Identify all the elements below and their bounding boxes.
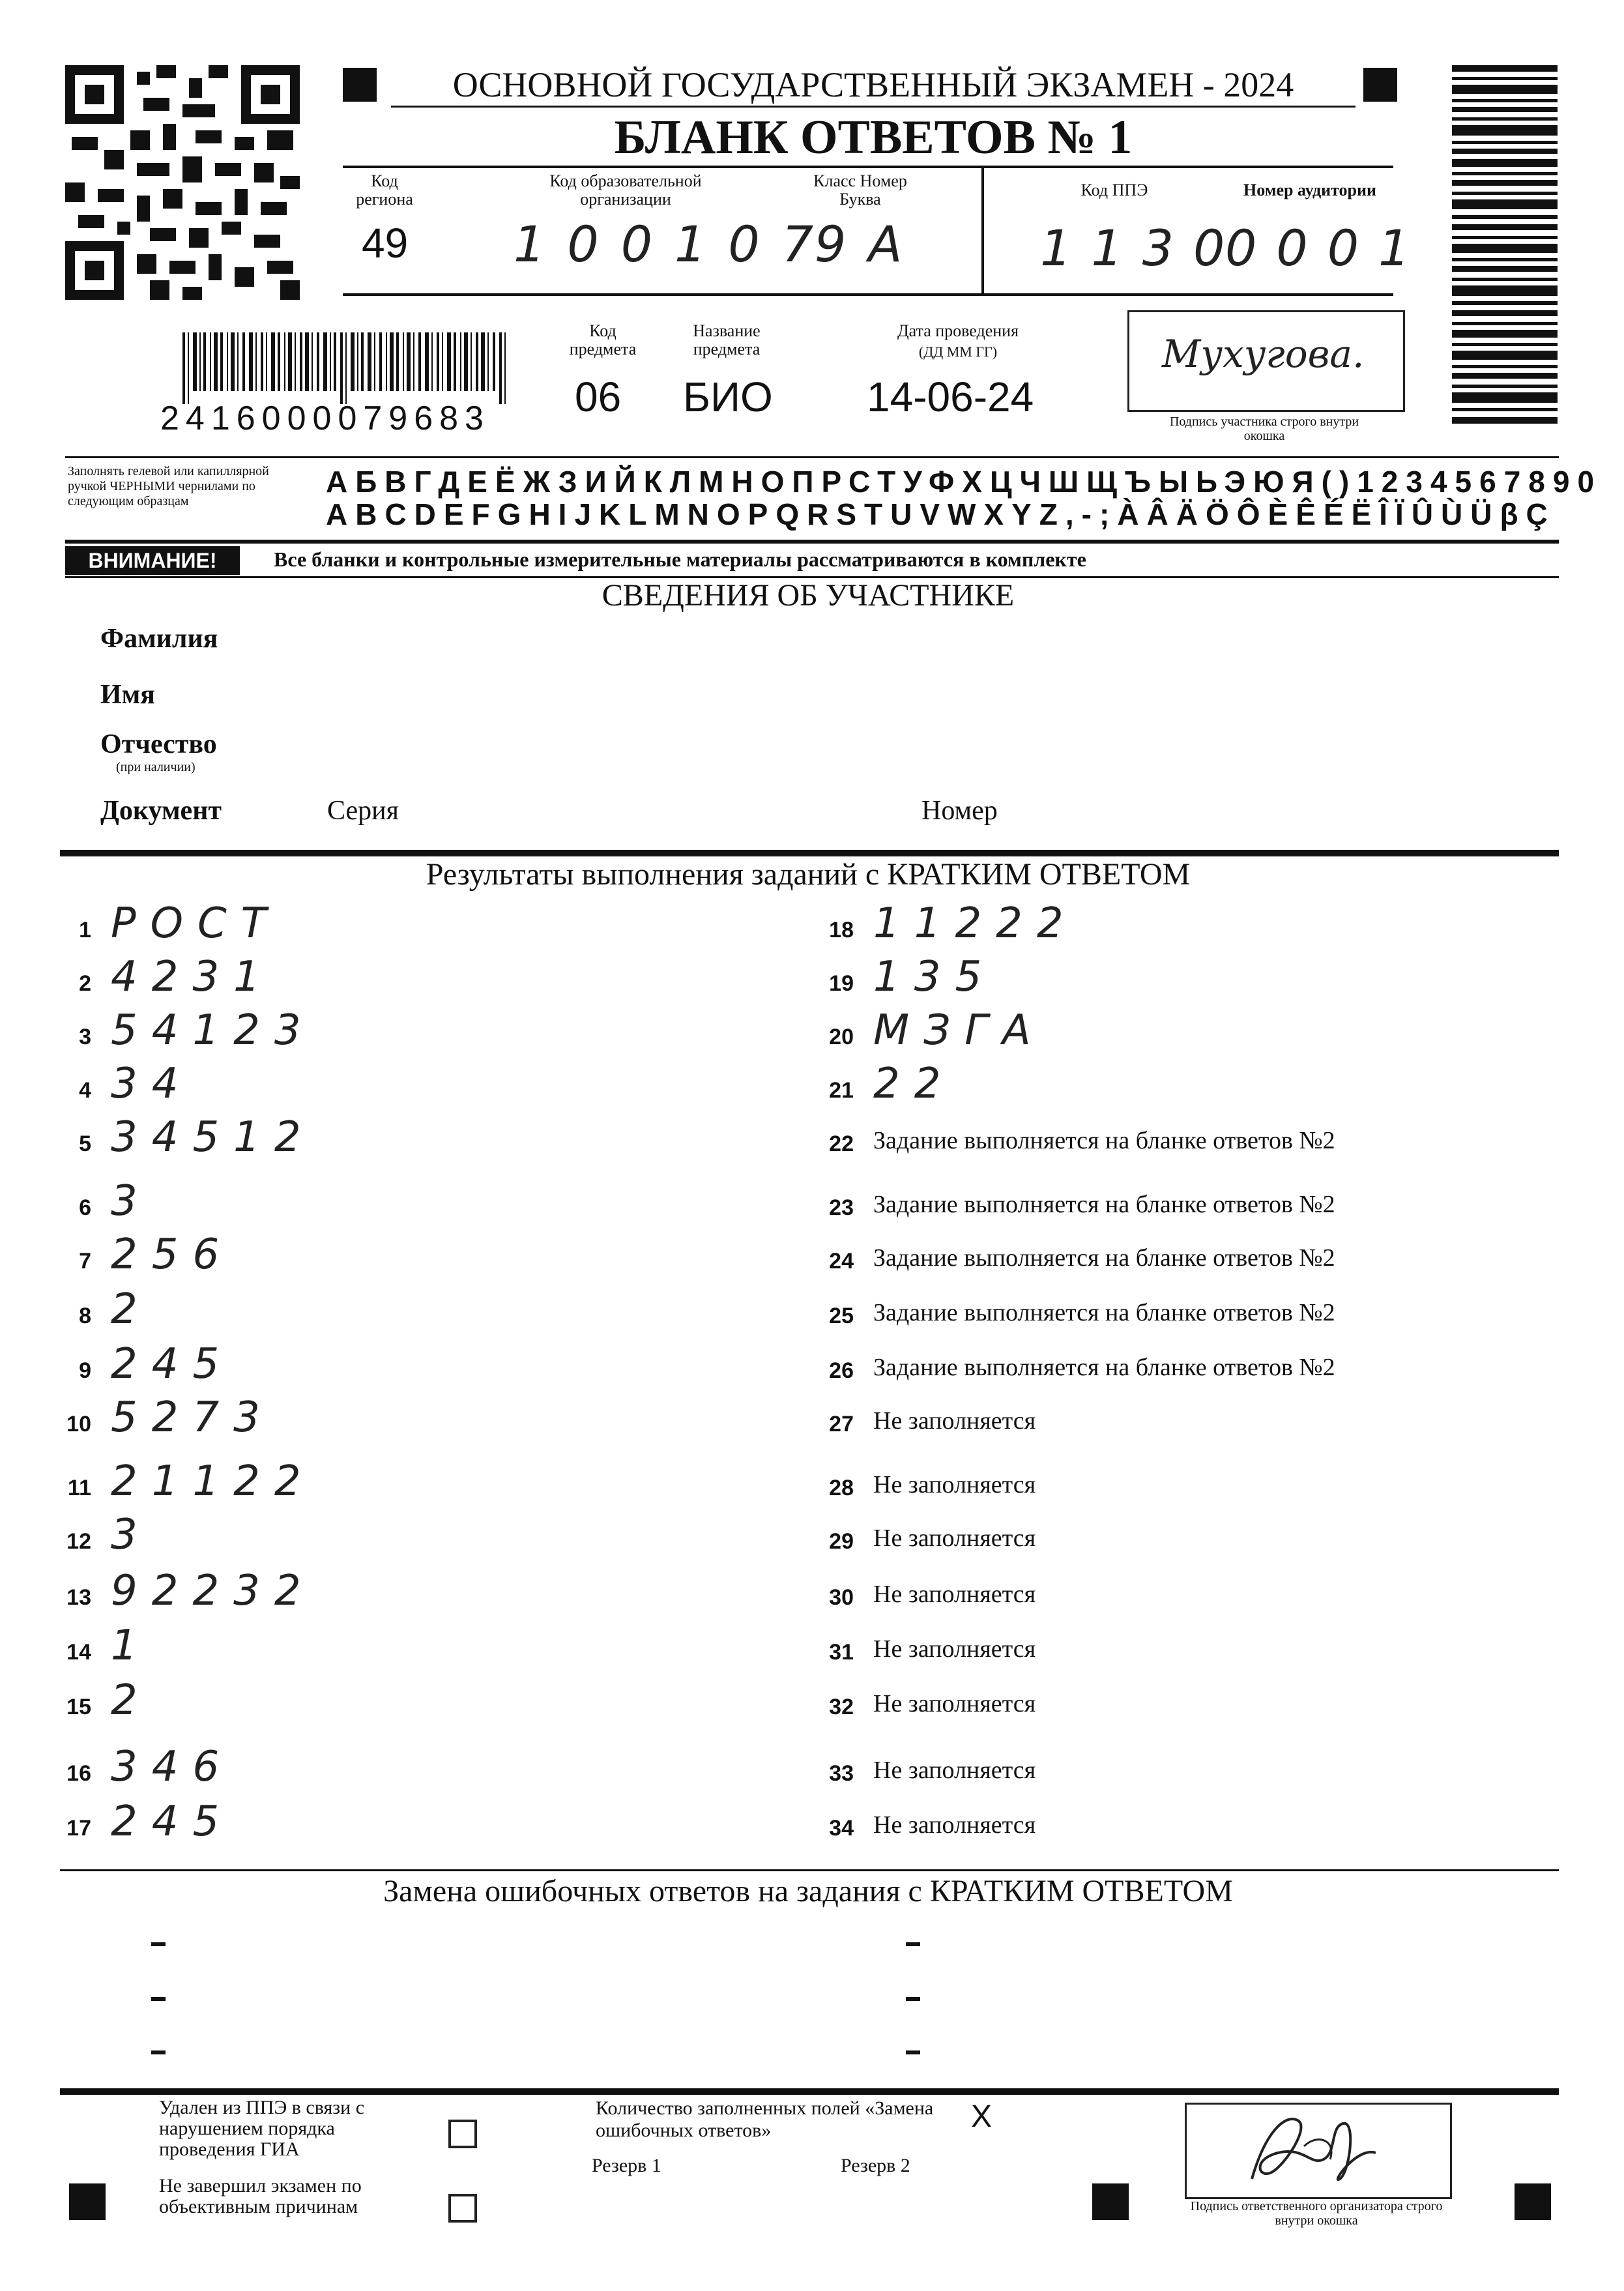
answer-text: Не заполняется (873, 1757, 1036, 1784)
replacement-dash (151, 1997, 166, 2001)
question-number: 29 (829, 1529, 854, 1554)
answer-value: 5273 (111, 1394, 274, 1442)
question-number: 12 (66, 1529, 91, 1554)
organizer-signature (1226, 2107, 1402, 2192)
question-number: 3 (79, 1025, 91, 1049)
exam-title: ОСНОВНОЙ ГОСУДАРСТВЕННЫЙ ЭКЗАМЕН - 2024 (391, 64, 1356, 108)
answer-value: 92232 (111, 1567, 315, 1615)
answer-value: 4231 (111, 953, 274, 1001)
question-number: 28 (829, 1476, 854, 1500)
question-number: 9 (79, 1358, 91, 1383)
question-number: 16 (66, 1761, 91, 1786)
name-label: Имя (100, 680, 155, 710)
question-number: 19 (829, 971, 854, 996)
not-finished-label: Не завершил экзамен по объективным причинам (159, 2175, 362, 2217)
answers-section-title: Результаты выполнения заданий с КРАТКИМ ОТВЕТОМ (426, 857, 1191, 892)
question-number: 25 (829, 1304, 854, 1328)
answer-value: 3 (111, 1177, 152, 1225)
patronymic-label: Отчество (100, 729, 217, 759)
patronymic-note: (при наличии) (116, 760, 196, 774)
answer-value: 22 (873, 1060, 955, 1108)
subject-name-value: БИО (683, 373, 773, 420)
question-number: 1 (79, 918, 91, 942)
replacement-count-label: Количество заполненных полей «Замена ошибочных ответов» (596, 2097, 934, 2141)
answer-text: Не заполняется (873, 1690, 1036, 1717)
separator-footer (60, 2088, 1559, 2095)
replacement-count-value: X (971, 2099, 993, 2134)
question-number: 27 (829, 1412, 854, 1437)
class-label: Класс Номер Буква (813, 171, 907, 209)
replacement-dash (151, 1942, 166, 1946)
question-number: 30 (829, 1585, 854, 1610)
participant-signature: Мухугова. (1162, 332, 1365, 376)
answer-value: 245 (111, 1798, 234, 1846)
sample-instruction: Заполнять гелевой или капиллярной ручкой ЧЕРНЫМИ чернилами по следующим образцам (68, 464, 269, 508)
org-label: Код образовательной организации (549, 171, 702, 209)
question-number: 8 (79, 1304, 91, 1328)
answer-value: 34512 (111, 1113, 315, 1161)
replacement-dash (906, 1942, 920, 1946)
answer-value: 3 (111, 1511, 152, 1559)
answer-text: Не заполняется (873, 1581, 1036, 1608)
answer-value: 1 (111, 1622, 152, 1670)
answer-text: Не заполняется (873, 1471, 1036, 1498)
date-format: (ДД ММ ГГ) (918, 343, 998, 360)
number-label: Номер (921, 796, 998, 826)
answer-text: Задание выполняется на бланке ответов №2 (873, 1299, 1335, 1326)
question-number: 18 (829, 918, 854, 942)
replacement-dash (151, 2050, 166, 2054)
question-number: 2 (79, 971, 91, 996)
separator-replacement-top (60, 1869, 1559, 1871)
sample-row-cyrillic: АБВГДЕЁЖЗИЙКЛМНОПРСТУФХЦЧШЩЪЫЬЭЮЯ()1234567890 (326, 465, 1602, 499)
answer-text: Не заполняется (873, 1525, 1036, 1552)
region-value: 49 (362, 220, 409, 267)
answer-text: Задание выполняется на бланке ответов №2 (873, 1127, 1335, 1154)
document-label: Документ (100, 796, 222, 826)
registration-mark-bottom-center (1092, 2183, 1129, 2220)
question-number: 20 (829, 1025, 854, 1049)
room-value: 0001 (1225, 219, 1430, 277)
main-barcode (180, 332, 532, 404)
separator-attention-top (65, 540, 1559, 544)
answer-value: 245 (111, 1340, 234, 1388)
registration-mark-bottom-right (1515, 2183, 1551, 2220)
reserve-2: Резерв 2 (841, 2155, 910, 2176)
question-number: 24 (829, 1249, 854, 1274)
question-number: 11 (68, 1476, 91, 1500)
question-number: 4 (79, 1078, 91, 1103)
answer-text: Не заполняется (873, 1407, 1036, 1435)
codes-divider (981, 166, 984, 293)
ppe-label: Код ППЭ (1080, 181, 1148, 199)
ppe-value: 1130 (1040, 219, 1245, 277)
surname-label: Фамилия (100, 624, 218, 654)
removed-label: Удален из ППЭ в связи с нарушением порядка проведения ГИА (159, 2097, 365, 2160)
answer-value: РОСТ (111, 899, 281, 948)
answer-value: 21122 (111, 1457, 315, 1506)
org-value: 100107 (514, 215, 836, 273)
question-number: 34 (829, 1816, 854, 1841)
subject-name-label: Название предмета (693, 321, 761, 358)
answer-value: 2 (111, 1285, 152, 1334)
registration-mark-top-left (343, 68, 377, 102)
answer-value: 256 (111, 1231, 234, 1279)
replacement-dash (906, 2050, 920, 2054)
form-title: БЛАНК ОТВЕТОВ № 1 (614, 111, 1133, 164)
participant-section-title: СВЕДЕНИЯ ОБ УЧАСТНИКЕ (602, 578, 1015, 613)
question-number: 22 (829, 1131, 854, 1156)
question-number: 21 (829, 1078, 854, 1103)
date-label: Дата проведения (897, 321, 1019, 340)
attention-text: Все бланки и контрольные измерительные материалы рассматриваются в комплекте (274, 547, 1086, 571)
answer-text: Не заполняется (873, 1811, 1036, 1839)
organizer-signature-hint: Подпись ответственного организатора строго внутри окошка (1190, 2199, 1443, 2228)
question-number: 23 (829, 1195, 854, 1220)
answer-text: Задание выполняется на бланке ответов №2 (873, 1354, 1335, 1381)
answer-value: 54123 (111, 1006, 315, 1055)
replacement-dash (906, 1997, 920, 2001)
attention-badge: ВНИМАНИЕ! (65, 546, 240, 575)
question-number: 31 (829, 1640, 854, 1665)
participant-signature-box[interactable] (1127, 310, 1405, 412)
question-number: 7 (79, 1249, 91, 1274)
question-number: 10 (66, 1412, 91, 1437)
class-value: 9А (815, 215, 925, 273)
answer-value: 135 (873, 953, 996, 1001)
answer-text: Задание выполняется на бланке ответов №2 (873, 1191, 1335, 1218)
replacement-section-title: Замена ошибочных ответов на задания с КРАТКИМ ОТВЕТОМ (383, 1874, 1233, 1908)
barcode-number: 2416000079683 (160, 400, 490, 437)
question-number: 13 (66, 1585, 91, 1610)
answer-value: 11222 (873, 899, 1078, 948)
answer-value: 2 (111, 1676, 152, 1725)
subject-code-value: 06 (575, 373, 622, 420)
answer-value: 346 (111, 1743, 234, 1791)
region-label: Код региона (356, 171, 413, 209)
date-value: 14-06-24 (867, 373, 1034, 420)
removed-checkbox[interactable] (448, 2120, 477, 2148)
reserve-1: Резерв 1 (592, 2155, 661, 2176)
room-label: Номер аудитории (1243, 181, 1376, 199)
not-finished-checkbox[interactable] (448, 2194, 477, 2223)
subject-code-label: Код предмета (569, 321, 637, 358)
registration-mark-top-right (1363, 68, 1397, 102)
question-number: 6 (79, 1195, 91, 1220)
qr-code (65, 65, 300, 300)
signature-hint: Подпись участника строго внутри окошка (1169, 415, 1359, 443)
answer-value: МЗГА (873, 1006, 1045, 1055)
separator-answers-top (60, 850, 1559, 856)
registration-mark-bottom-left (69, 2183, 106, 2220)
question-number: 15 (66, 1695, 91, 1719)
question-number: 33 (829, 1761, 854, 1786)
question-number: 5 (79, 1131, 91, 1156)
answer-value: 34 (111, 1060, 193, 1108)
question-number: 17 (66, 1816, 91, 1841)
separator-top (65, 456, 1559, 458)
series-label: Серия (327, 796, 399, 826)
answer-text: Не заполняется (873, 1635, 1036, 1663)
organizer-signature-box[interactable] (1185, 2103, 1452, 2199)
answer-text: Задание выполняется на бланке ответов №2 (873, 1244, 1335, 1272)
question-number: 14 (66, 1640, 91, 1665)
sample-row-latin: ABCDEFGHIJKLMNOPQRSTUVWXYZ,-;ÀÂÄÖÔÈÊÉËÎÏÛÙÜβÇ (326, 497, 1556, 531)
question-number: 26 (829, 1358, 854, 1383)
side-barcode (1452, 65, 1558, 430)
question-number: 32 (829, 1695, 854, 1719)
